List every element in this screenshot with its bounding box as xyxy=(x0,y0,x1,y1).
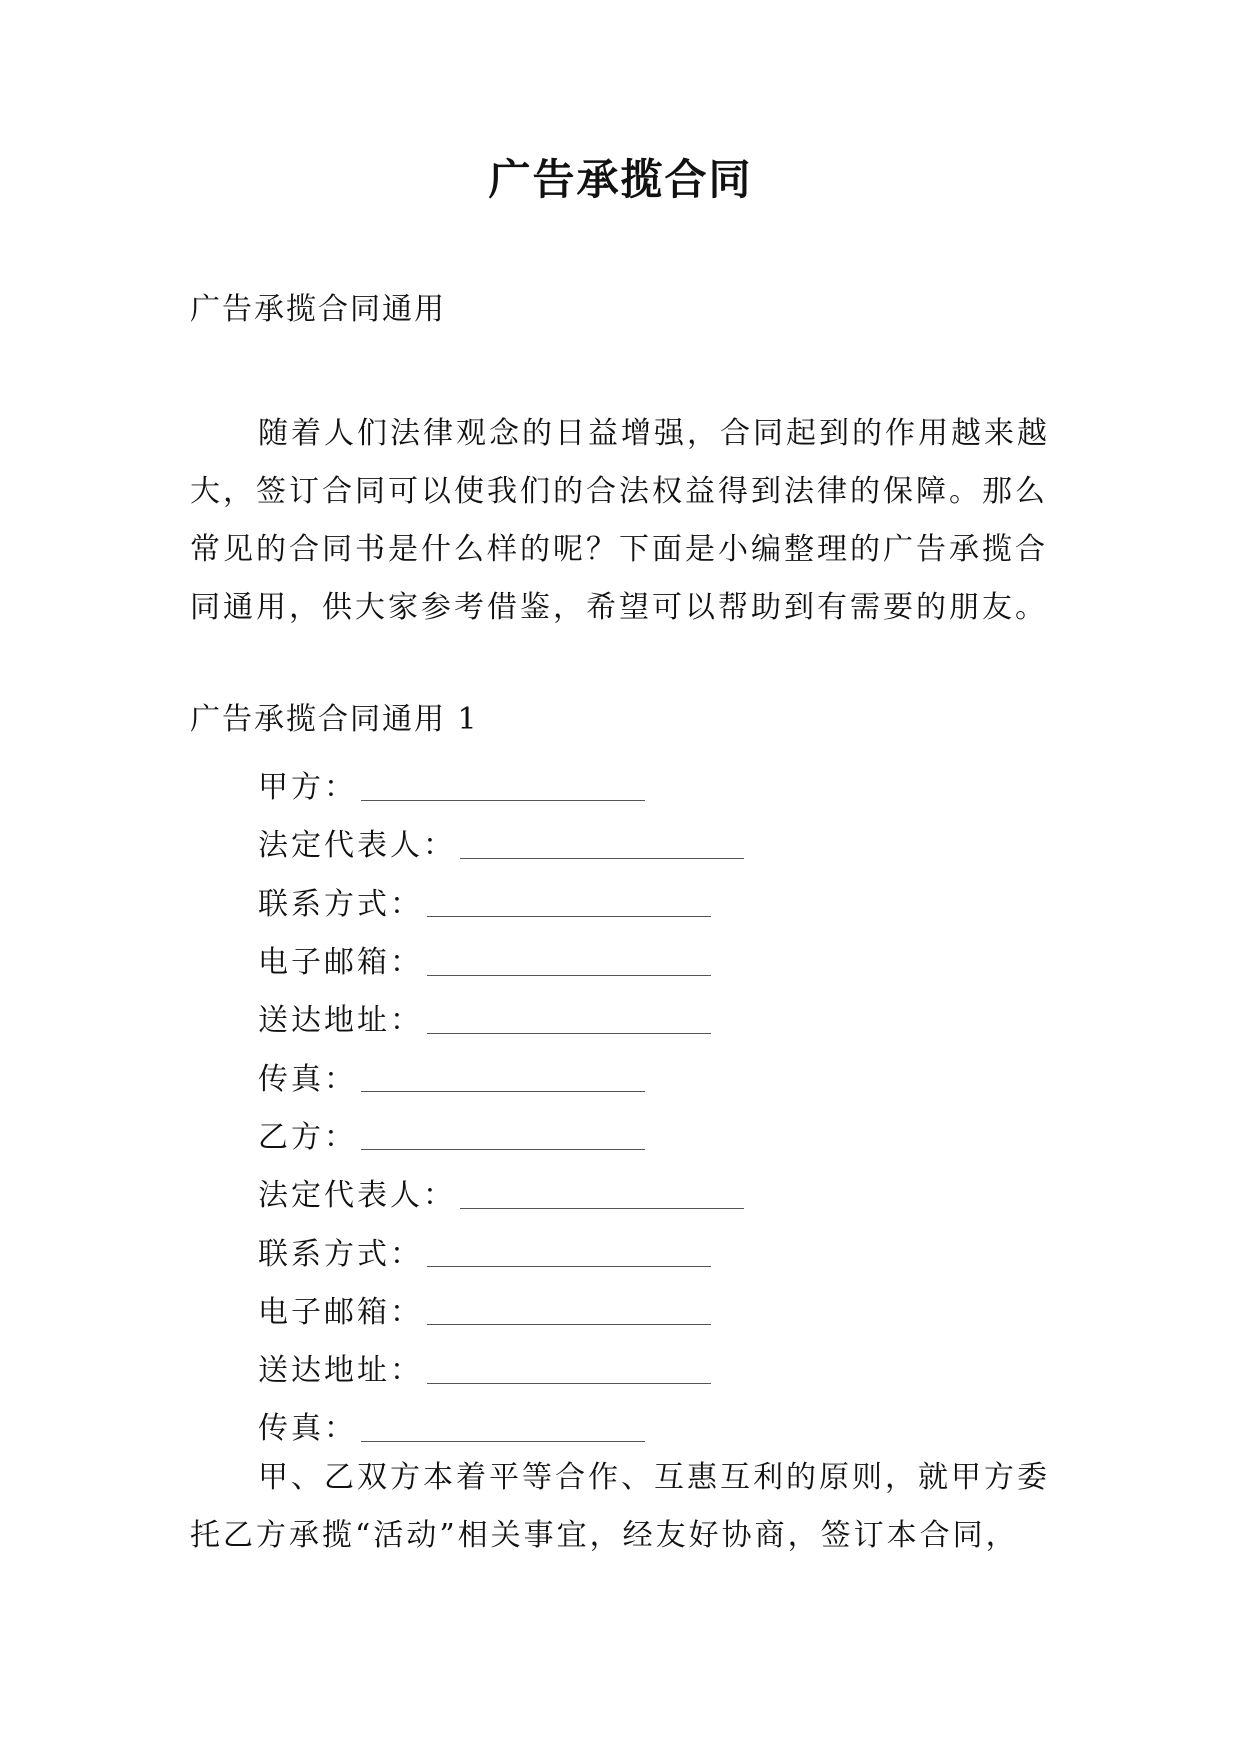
party-b-representative-field xyxy=(258,1163,744,1221)
party-fields xyxy=(258,755,744,1455)
party-a-email-field xyxy=(258,930,744,988)
fill-in-blank xyxy=(427,916,711,917)
field-label: 联系方式： xyxy=(258,1236,423,1272)
party-a-fax-field xyxy=(258,1046,744,1104)
party-b-email-field xyxy=(258,1280,744,1338)
field-label: 传真： xyxy=(258,1061,357,1097)
fill-in-blank xyxy=(361,800,645,801)
fill-in-blank xyxy=(460,858,744,859)
closing-paragraph: 甲、乙双方本着平等合作、互惠互利的原则，就甲方委托乙方承揽“活动”相关事宜，经友好协商，签订本合同， xyxy=(190,1460,1050,1553)
party-b-address-field xyxy=(258,1338,744,1396)
field-label: 联系方式： xyxy=(258,886,423,922)
fill-in-blank xyxy=(427,1033,711,1034)
fill-in-blank xyxy=(460,1208,744,1209)
fill-in-blank xyxy=(361,1091,645,1092)
fill-in-blank xyxy=(361,1149,645,1150)
field-label: 电子邮箱： xyxy=(258,1294,423,1330)
field-label: 乙方： xyxy=(258,1119,357,1155)
field-label: 电子邮箱： xyxy=(258,945,423,981)
party-b-contact-field xyxy=(258,1221,744,1279)
section-heading: 广告承揽合同通用 1 xyxy=(190,702,479,737)
field-label: 法定代表人： xyxy=(258,1178,456,1214)
fill-in-blank xyxy=(427,1266,711,1267)
party-a-contact-field xyxy=(258,872,744,930)
party-a-field xyxy=(258,755,744,813)
party-a-address-field xyxy=(258,988,744,1046)
fill-in-blank xyxy=(361,1441,645,1442)
party-a-representative-field xyxy=(258,813,744,871)
field-label: 法定代表人： xyxy=(258,828,456,864)
document-subtitle: 广告承揽合同通用 xyxy=(190,292,446,327)
fill-in-blank xyxy=(427,1383,711,1384)
intro-paragraph: 随着人们法律观念的日益增强，合同起到的作用越来越大，签订合同可以使我们的合法权益得到法律的保障。那么常见的合同书是什么样的呢？下面是小编整理的广告承揽合同通用，供大家参考借鉴，希望可以帮助到有需要的朋友。 xyxy=(190,416,1050,625)
fill-in-blank xyxy=(427,975,711,976)
field-label: 送达地址： xyxy=(258,1353,423,1389)
document-title: 广告承揽合同 xyxy=(488,155,753,204)
field-label: 传真： xyxy=(258,1411,357,1447)
fill-in-blank xyxy=(427,1324,711,1325)
party-b-field xyxy=(258,1105,744,1163)
party-b-fax-field xyxy=(258,1396,744,1454)
field-label: 送达地址： xyxy=(258,1003,423,1039)
field-label: 甲方： xyxy=(258,770,357,806)
